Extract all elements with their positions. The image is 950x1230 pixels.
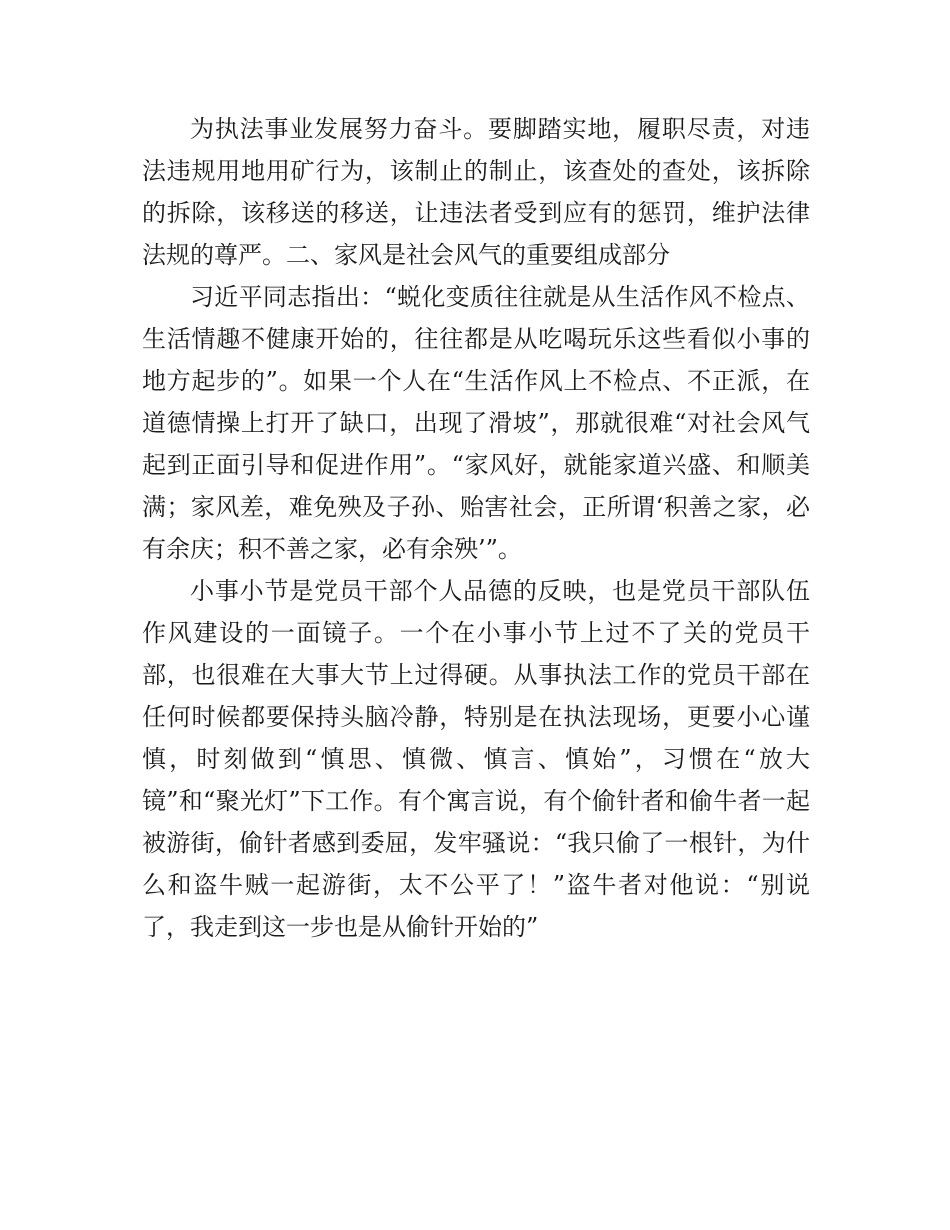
paragraph-2: 习近平同志指出：“蜕化变质往往就是从生活作风不检点、生活情趣不健康开始的，往往都是从吃喝玩乐这些看似小事的地方起步的”。如果一个人在“生活作风上不检点、不正派，在道德情操上打开了缺口，出现了滑坡”，那就很难“对社会风气起到正面引导和促进作用”。“家风好，就能家道兴盛、和顺美满；家风差，难免殃及子孙、贻害社会，正所谓‘积善之家，必有余庆；积不善之家，必有余殃’”。: [142, 283, 810, 563]
document-page: [142, 108, 810, 948]
paragraph-1: 为执法事业发展努力奋斗。要脚踏实地，履职尽责，对违法违规用地用矿行为，该制止的制止，该查处的查处，该拆除的拆除，该移送的移送，让违法者受到应有的惩罚，维护法律法规的尊严。二、家风是社会风气的重要组成部分: [142, 115, 810, 269]
paragraph-3: 小事小节是党员干部个人品德的反映，也是党员干部队伍作风建设的一面镜子。一个在小事小节上过不了关的党员干部，也很难在大事大节上过得硬。从事执法工作的党员干部在任何时候都要保持头脑冷静，特别是在执法现场，更要小心谨慎，时刻做到“慎思、慎微、慎言、慎始”，习惯在“放大镜”和“聚光灯”下工作。有个寓言说，有个偷针者和偷牛者一起被游街，偷针者感到委屈，发牢骚说：“我只偷了一根针，为什么和盗牛贼一起游街，太不公平了！”盗牛者对他说：“别说了，我走到这一步也是从偷针开始的”: [142, 577, 810, 941]
